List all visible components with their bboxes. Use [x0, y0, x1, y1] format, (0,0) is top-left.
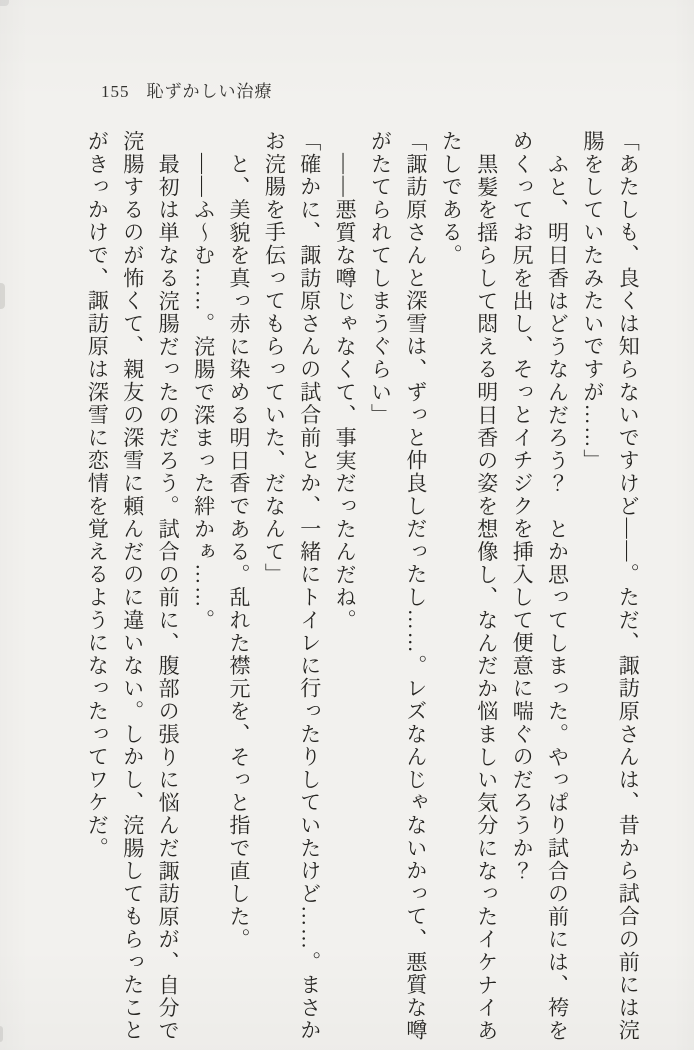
- text-column: と、美貌を真っ赤に染める明日香である。乱れた襟元を、そっと指で直した。: [226, 153, 251, 951]
- text-column: めくってお尻を出し、そっとイチジクを挿入して便意に喘ぐのだろうか？: [510, 130, 535, 883]
- text-column: 「確かに、諏訪原さんの試合前とか、一緒にトイレに行ったりしていたけど……。まさか: [297, 130, 322, 1042]
- text-column: 最初は単なる浣腸だったのだろう。試合の前に、腹部の張りに悩んだ諏訪原が、自分で: [156, 153, 181, 1043]
- text-column: ――ふ～む……。浣腸で深まった絆かぁ……。: [191, 153, 216, 632]
- scan-smudge: [0, 283, 5, 309]
- scan-smudge: [0, 0, 9, 6]
- text-column: 腸をしていたみたいですが……」: [580, 130, 605, 472]
- text-column: お浣腸を手伝ってもらっていた、だなんて」: [262, 130, 287, 586]
- running-title: 恥ずかしい治療: [146, 82, 273, 101]
- text-column: ――悪質な噂じゃなくて、事実だったんだね。: [333, 153, 358, 632]
- text-column: 浣腸するのが怖くて、親友の深雪に頼んだのに違いない。しかし、浣腸してもらったこと: [120, 130, 145, 1042]
- text-column: がきっかけで、諏訪原は深雪に恋情を覚えるようになったってワケだ。: [85, 130, 110, 860]
- page-header: [101, 77, 273, 102]
- text-column: 「あたしも、良くは知らないですけど――。ただ、諏訪原さんは、昔から試合の前には浣: [616, 130, 641, 1042]
- text-column: ふと、明日香はどうなんだろう？ とか思ってしまった。やっぱり試合の前には、袴を: [545, 153, 570, 1043]
- text-body: [79, 130, 645, 1048]
- text-column: 黒髪を揺らして悶える明日香の姿を想像し、なんだか悩ましい気分になったイケナイあ: [474, 153, 499, 1043]
- text-column: がたてられてしまうぐらい」: [368, 130, 393, 427]
- page-number: 155: [101, 82, 130, 101]
- text-column: 「諏訪原さんと深雪は、ずっと仲良しだったし……。レズなんじゃないかって、悪質な噂: [403, 130, 428, 1042]
- scan-smudge: [0, 1026, 3, 1042]
- text-column: たしである。: [439, 130, 464, 267]
